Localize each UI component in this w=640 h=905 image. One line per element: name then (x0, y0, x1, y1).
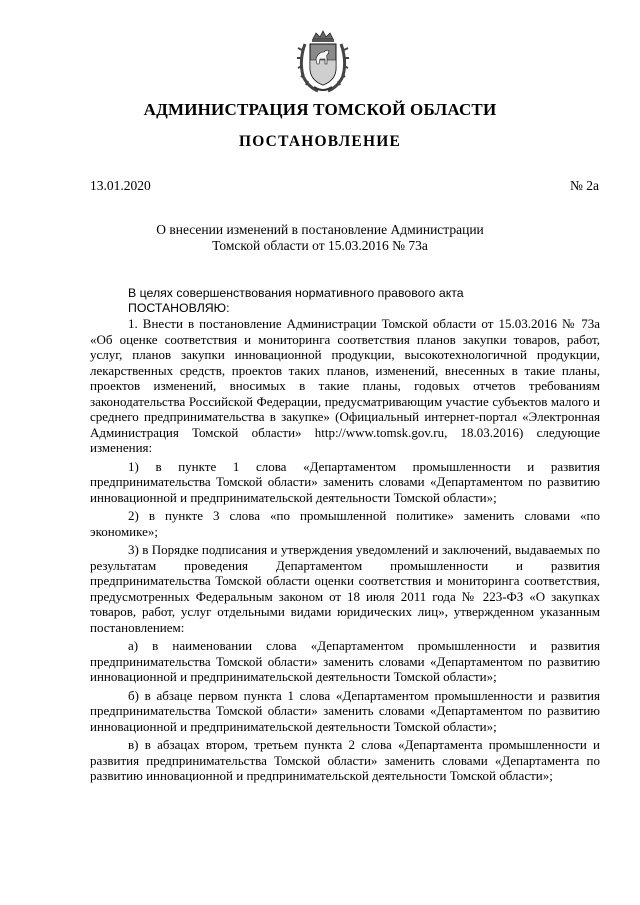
document-number: № 2а (570, 178, 599, 193)
sub-item-c: в) в абзацах втором, третьем пункта 2 слова «Департамента промышленности и развития предпринимательства Томской области» заменить словами «Департамента по развитию инновационной и предпринимательской деятельности Томской области»; (90, 737, 600, 783)
sub-item-a: а) в наименовании слова «Департаментом промышленности и развития предпринимательства Томской области» заменить словами «Департаментом по развитию инновационной и предпринимательской деятельности Томской области»; (90, 638, 600, 684)
organization-title: АДМИНИСТРАЦИЯ ТОМСКОЙ ОБЛАСТИ (143, 100, 497, 119)
sub-item-b: б) в абзаце первом пункта 1 слова «Департаментом промышленности и развития предпринимательства Томской области» заменить словами «Департаментом по развитию инновационной и предпринимательской деятельности Томской области»; (90, 687, 600, 734)
item-2: 2) в пункте 3 слова «по промышленной политике» заменить словами «по экономике»; (90, 508, 600, 539)
document-type: ПОСТАНОВЛЕНИЕ (238, 133, 402, 150)
item-3: 3) в Порядке подписания и утверждения уведомлений и заключений, выдаваемых по результатам проведения Департаментом промышленности и развития предпринимательства Томской области оценки соответствия и мониторинга соответствия, предусмотренных Федеральным законом от 18 июля 2011 года № 223-ФЗ «О закупках товаров, работ, услуг отдельными видами юридических лиц», утвержденном указанным постановлением: (90, 542, 600, 635)
subject-line: О внесении изменений в постановление Администрации (156, 222, 484, 237)
intro-text: В целях совершенствования нормативного правового акта (128, 286, 464, 300)
resolve-heading: ПОСТАНОВЛЯЮ: (128, 301, 230, 315)
document-body (90, 286, 600, 784)
subject-line: Томской области от 15.03.2016 № 73а (212, 238, 428, 253)
document-subject (0, 222, 640, 254)
document-date: 13.01.2020 (90, 178, 151, 193)
paragraph-1: 1. Внести в постановление Администрации Томской области от 15.03.2016 № 73а «Об оценке соответствия и мониторинга соответствия планов закупки товаров, работ, услуг, планов закупки инновационной продукции, высокотехнологичной продукции, лекарственных средств, проектов таких планов, изменений, внесенных в такие планы, проектов изменений, вносимых в такие планы, годовых отчетов требованиям законодательства Российской Федерации, предусматривающим участие субъектов малого и среднего предпринимательства в закупке» (Официальный интернет-портал «Электронная Администрация Томской области» http://www.tomsk.gov.ru, 18.03.2016) следующие изменения: (90, 316, 600, 455)
item-1: 1) в пункте 1 слова «Департаментом промышленности и развития предпринимательства Томской области» заменить словами «Департаментом по развитию инновационной и предпринимательской деятельности Томской области»; (90, 458, 600, 505)
tomsk-region-coat-of-arms-icon (296, 30, 350, 94)
